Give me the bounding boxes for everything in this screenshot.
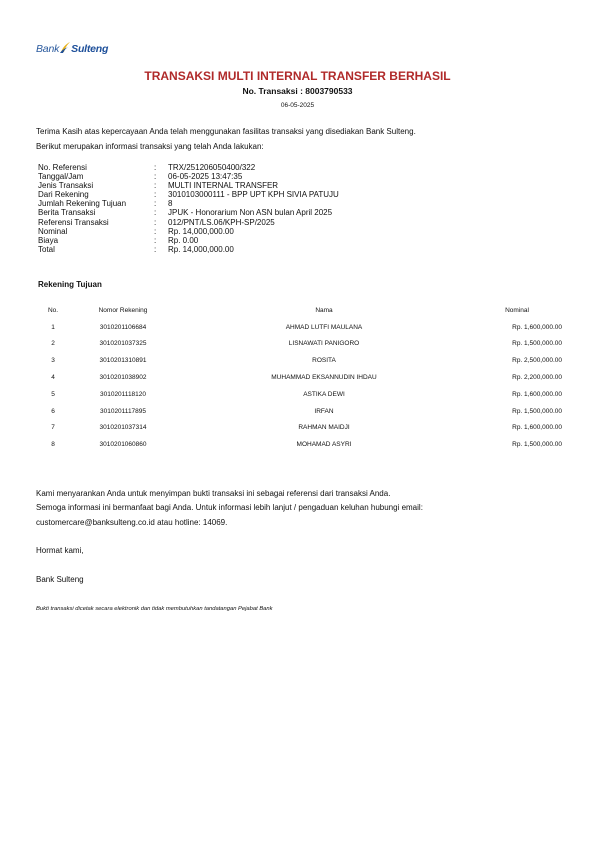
detail-row	[38, 245, 339, 254]
intro-line-1: Terima Kasih atas kepercayaan Anda telah menggunakan fasilitas transaksi yang disediakan Bank Sulteng.	[36, 127, 416, 136]
header-nominal: Nominal	[505, 306, 529, 314]
detail-row	[38, 208, 339, 217]
row-no: 8	[51, 441, 55, 449]
detail-row	[38, 163, 339, 172]
closing-signature: Bank Sulteng	[36, 575, 84, 584]
header-name: Nama	[315, 306, 333, 314]
detail-separator: :	[154, 235, 157, 245]
row-no: 7	[51, 424, 55, 432]
row-account-number: 3010201117895	[99, 407, 147, 415]
closing-line-1: Kami menyarankan Anda untuk menyimpan bukti transaksi ini sebagai referensi dari transaksi Anda.	[36, 489, 391, 498]
detail-value: 8	[168, 199, 173, 209]
detail-value: TRX/251206050400/322	[168, 163, 256, 172]
detail-value: Rp. 14,000,000.00	[168, 226, 234, 236]
detail-label: Biaya	[38, 235, 59, 245]
row-name: LISNAWATI PANIGORO	[288, 340, 360, 348]
table-row	[36, 319, 562, 336]
transaction-details	[38, 163, 339, 254]
row-no: 2	[51, 340, 55, 348]
logo-bank-text: Bank	[36, 43, 60, 55]
transaction-date: 06-05-2025	[280, 102, 315, 109]
detail-row	[38, 227, 339, 236]
detail-separator: :	[154, 190, 157, 200]
row-account-number: 3010201118120	[99, 390, 147, 398]
row-account-number: 3010201038902	[99, 374, 147, 382]
row-account-number: 3010201310891	[99, 357, 147, 365]
header-no: No.	[47, 306, 59, 314]
detail-label: Referensi Transaksi	[38, 217, 109, 227]
row-name: IRFAN	[314, 407, 334, 415]
row-no: 6	[51, 407, 55, 415]
detail-separator: :	[154, 244, 157, 254]
row-no: 4	[51, 374, 55, 382]
row-nominal: Rp. 1,500,000.00	[512, 407, 562, 415]
table-row	[36, 369, 562, 386]
detail-value: Rp. 0.00	[168, 235, 199, 245]
detail-label: Nominal	[38, 226, 68, 236]
table-row	[36, 420, 562, 437]
detail-separator: :	[154, 208, 157, 218]
transaction-number: No. Transaksi : 8003790533	[242, 86, 353, 96]
detail-row	[38, 218, 339, 227]
row-nominal: Rp. 1,600,000.00	[512, 323, 562, 331]
detail-label: Dari Rekening	[38, 190, 89, 200]
table-row	[36, 386, 562, 403]
detail-label: Jenis Transaksi	[38, 181, 94, 191]
detail-label: No. Referensi	[38, 163, 87, 172]
row-name: MUHAMMAD EKSANNUDIN IHDAU	[271, 374, 377, 382]
detail-value: 012/PNT/LS.06/KPH-SP/2025	[168, 217, 275, 227]
detail-separator: :	[154, 181, 157, 191]
section-title-destination: Rekening Tujuan	[38, 280, 102, 289]
closing-line-2: Semoga informasi ini bermanfaat bagi Anda. Untuk informasi lebih lanjut / pengaduan keluhan hubungi email:	[36, 503, 423, 512]
table-header-row	[36, 302, 562, 319]
row-no: 5	[51, 390, 55, 398]
table-row	[36, 436, 562, 453]
row-name: AHMAD LUTFI MAULANA	[285, 323, 363, 331]
row-nominal: Rp. 1,500,000.00	[512, 441, 562, 449]
destination-accounts-table	[36, 302, 562, 453]
detail-value: Rp. 14,000,000.00	[168, 244, 234, 254]
detail-separator: :	[154, 199, 157, 209]
detail-separator: :	[154, 172, 157, 182]
page-title: TRANSAKSI MULTI INTERNAL TRANSFER BERHASIL	[144, 69, 451, 83]
row-nominal: Rp. 2,200,000.00	[512, 374, 562, 382]
row-nominal: Rp. 2,500,000.00	[512, 357, 562, 365]
detail-row	[38, 236, 339, 245]
detail-label: Tanggal/Jam	[38, 172, 84, 182]
detail-value: JPUK - Honorarium Non ASN bulan April 2025	[168, 208, 333, 218]
footnote: Bukti transaksi dicetak secara elektronik dan tidak membutuhkan tandatangan Pejabat Bank	[36, 606, 273, 612]
table-row	[36, 352, 562, 369]
row-name: ROSITA	[312, 357, 336, 365]
row-name: RAHMAN MAIDJI	[298, 424, 350, 432]
detail-separator: :	[154, 217, 157, 227]
row-account-number: 3010201037314	[99, 424, 147, 432]
row-account-number: 3010201106684	[99, 323, 147, 331]
detail-value: MULTI INTERNAL TRANSFER	[168, 181, 279, 191]
row-nominal: Rp. 1,600,000.00	[512, 390, 562, 398]
table-row	[36, 336, 562, 353]
table-row	[36, 403, 562, 420]
row-nominal: Rp. 1,500,000.00	[512, 340, 562, 348]
row-nominal: Rp. 1,600,000.00	[512, 424, 562, 432]
detail-row	[38, 199, 339, 208]
detail-value: 06-05-2025 13:47:35	[168, 172, 243, 182]
row-no: 3	[51, 357, 55, 365]
row-name: MOHAMAD ASYRI	[296, 441, 352, 449]
header-account: Nomor Rekening	[98, 306, 148, 314]
detail-row	[38, 172, 339, 181]
detail-label: Jumlah Rekening Tujuan	[38, 199, 127, 209]
intro-line-2: Berikut merupakan informasi transaksi yang telah Anda lakukan:	[36, 142, 264, 151]
row-account-number: 3010201060860	[99, 441, 147, 449]
row-account-number: 3010201037325	[99, 340, 147, 348]
bank-logo	[36, 37, 108, 55]
row-no: 1	[51, 323, 55, 331]
detail-value: 3010103000111 - BPP UPT KPH SIVIA PATUJU	[168, 190, 339, 200]
detail-label: Berita Transaksi	[38, 208, 96, 218]
logo-swoosh-icon	[59, 40, 71, 54]
closing-line-3: customercare@banksulteng.co.id atau hotline: 14069.	[36, 518, 228, 527]
logo-brand-text: Sulteng	[71, 43, 109, 55]
closing-regards: Hormat kami,	[36, 546, 84, 555]
detail-row	[38, 190, 339, 199]
detail-row	[38, 181, 339, 190]
detail-separator: :	[154, 163, 157, 172]
detail-label: Total	[38, 244, 55, 254]
row-name: ASTIKA DEWI	[303, 390, 345, 398]
detail-separator: :	[154, 226, 157, 236]
